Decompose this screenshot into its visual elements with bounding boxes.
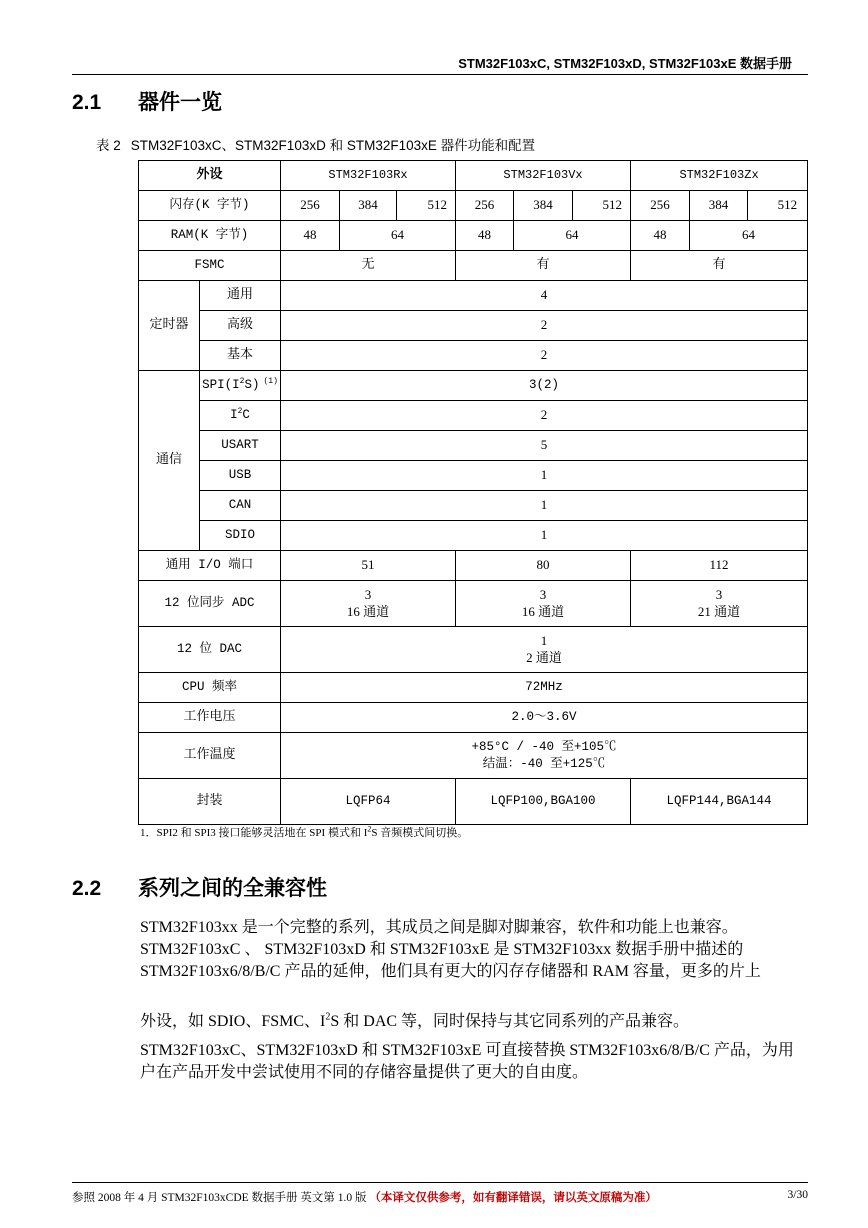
device-feature-table [138,160,808,825]
table-cell: 384 [690,191,748,221]
section-heading-2-2 [72,872,327,902]
table-cell: 64 [690,221,808,251]
row-label: 12 位同步 ADC [139,581,281,627]
footer-disclaimer: （本译文仅供参考，如有翻译错误，请以英文原稿为准） [369,1192,657,1204]
table-cell: 1 [281,521,808,551]
table-cell: 64 [514,221,631,251]
row-i2c [139,401,808,431]
table-cell: 48 [281,221,340,251]
row-label: 高级 [200,311,281,341]
table-cell: 72MHz [281,673,808,703]
table-cell: 384 [514,191,573,221]
group-label-timers: 定时器 [139,281,200,371]
section-title: 系列之间的全兼容性 [138,877,327,900]
table-caption [96,134,535,154]
table-cell: 384 [340,191,397,221]
row-dac [139,627,808,673]
row-timer-advanced [139,311,808,341]
table-cell: 256 [281,191,340,221]
table-cell: 256 [631,191,690,221]
row-label: CPU 频率 [139,673,281,703]
row-io [139,551,808,581]
header-model-zx: STM32F103Zx [631,161,808,191]
row-usb [139,461,808,491]
row-can [139,491,808,521]
footer-rule [72,1182,808,1183]
page-footer [72,1189,808,1205]
row-label: $I^2C$ [200,401,281,431]
table-footnote: 1．SPI2 和 SPI3 接口能够灵活地在 SPI 模式和 $I^2S$ 音频模式间切换。 [140,824,469,839]
table-cell: 256 [456,191,514,221]
table-cell: LQFP144,BGA144 [631,779,808,825]
table-cell: 48 [631,221,690,251]
table-cell: 3 16 通道 [281,581,456,627]
row-sdio [139,521,808,551]
row-label: FSMC [139,251,281,281]
page-number: 3/30 [787,1189,808,1201]
row-package [139,779,808,825]
table-cell: 512 [573,191,631,221]
header-rule [72,74,808,75]
row-label: CAN [200,491,281,521]
group-label-comm: 通信 [139,371,200,551]
table-cell: 3(2) [281,371,808,401]
section-number: 2.1 [72,91,102,114]
table-cell: 4 [281,281,808,311]
table-header-row [139,161,808,191]
table-cell: 51 [281,551,456,581]
row-flash [139,191,808,221]
row-label: RAM(K 字节) [139,221,281,251]
table-caption-text: STM32F103xC、STM32F103xD 和 STM32F103xE 器件功能和配置 [130,138,536,153]
header-model-rx: STM32F103Rx [281,161,456,191]
row-cpu [139,673,808,703]
table-cell: 2.0～3.6V [281,703,808,733]
row-label: 工作电压 [139,703,281,733]
table-cell: LQFP64 [281,779,456,825]
table-cell: 1 2 通道 [281,627,808,673]
table-cell: +85°C / -40 至+105℃ 结温：-40 至+125℃ [281,733,808,779]
section-heading-2-1 [72,86,222,116]
row-voltage [139,703,808,733]
table-cell: 80 [456,551,631,581]
row-timer-general [139,281,808,311]
section-title: 器件一览 [138,91,222,114]
table-cell: 2 [281,401,808,431]
row-fsmc [139,251,808,281]
table-cell: 2 [281,341,808,371]
row-adc [139,581,808,627]
paragraph-3: STM32F103xC、STM32F103xD 和 STM32F103xE 可直接替换 STM32F103x6/8/B/C 产品，为用户在产品开发中尝试使用不同的存储容量提供了更大的自由度。 [140,1042,794,1081]
table-cell: LQFP100,BGA100 [456,779,631,825]
table-cell: 3 21 通道 [631,581,808,627]
table-cell: 64 [340,221,456,251]
row-label: 封装 [139,779,281,825]
row-timer-basic [139,341,808,371]
paragraph-2: 外设，如 SDIO、FSMC、$I^2S$ 和 DAC 等，同时保持与其它同系列的产品兼容。 [140,1011,690,1030]
row-label: 通用 I/O 端口 [139,551,281,581]
running-header: STM32F103xC, STM32F103xD, STM32F103xE 数据手册 [458,56,792,71]
row-label: 基本 [200,341,281,371]
table-cell: 512 [397,191,456,221]
row-label: 12 位 DAC [139,627,281,673]
table-cell: 3 16 通道 [456,581,631,627]
row-spi [139,371,808,401]
table-cell: 有 [456,251,631,281]
paragraph-1: STM32F103xx 是一个完整的系列，其成员之间是脚对脚兼容，软件和功能上也兼容。STM32F103xC 、 STM32F103xD 和 STM32F103xE 是 STM32F103xx 数据手册中描述的 STM32F103x6/8/B/C 产品的延伸，他们具有更大的闪存存储器和 RAM 容量，更多的片上 [140,919,761,980]
table-cell: 无 [281,251,456,281]
row-ram [139,221,808,251]
section-number: 2.2 [72,877,102,900]
row-label: USB [200,461,281,491]
row-label: 工作温度 [139,733,281,779]
table-cell: 5 [281,431,808,461]
row-label: SDIO [200,521,281,551]
footer-text: 参照 2008 年 4 月 STM32F103xCDE 数据手册 英文第 1.0 版 [72,1192,367,1204]
table-cell: 有 [631,251,808,281]
table-cell: 1 [281,461,808,491]
row-label: $SPI(I^2S)$ $^{(1)}$ [200,371,281,401]
row-temperature [139,733,808,779]
table-cell: 48 [456,221,514,251]
table-cell: 112 [631,551,808,581]
table-cell: 2 [281,311,808,341]
table-cell: 1 [281,491,808,521]
row-usart [139,431,808,461]
table-cell: 512 [748,191,808,221]
row-label: 通用 [200,281,281,311]
header-peripheral: 外设 [139,161,281,191]
row-label: 闪存(K 字节) [139,191,281,221]
header-model-vx: STM32F103Vx [456,161,631,191]
table-label: 表 2 [96,138,121,153]
row-label: USART [200,431,281,461]
